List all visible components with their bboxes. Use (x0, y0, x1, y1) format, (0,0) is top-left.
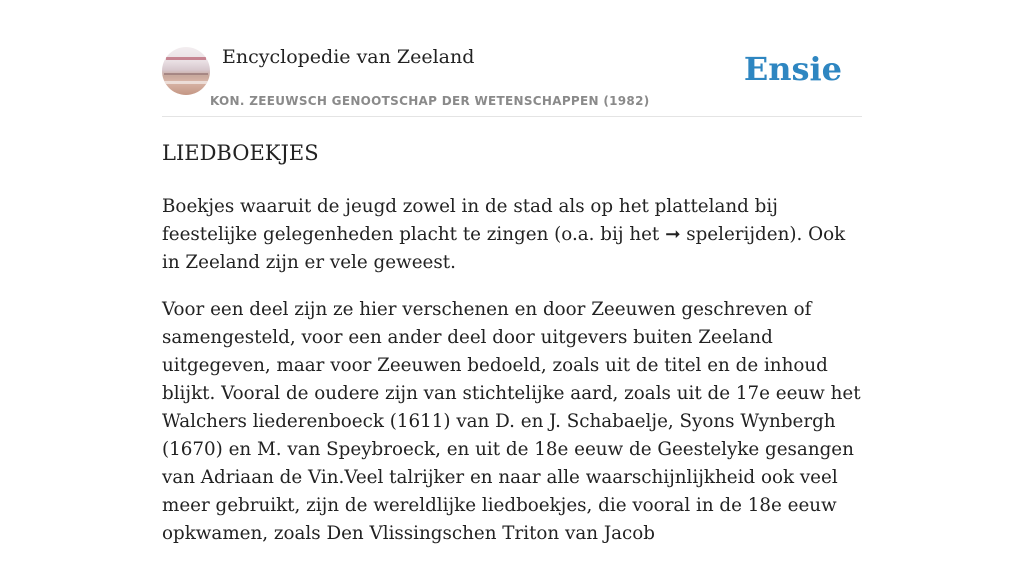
paragraph-text: Boekjes waaruit de jeugd zowel in de stad als op het platteland bij feestelijke gelegenheden placht te zingen (o.a. bij het (162, 196, 778, 245)
publisher-label: KON. ZEEUWSCH GENOOTSCHAP DER WETENSCHAPPEN (1982) (210, 94, 650, 108)
book-header (162, 40, 862, 117)
brand-logo[interactable]: Ensie (743, 50, 842, 88)
paragraph-text: ). Ook in Zeeland zijn er vele geweest. (162, 224, 846, 273)
book-cover-avatar[interactable] (162, 47, 210, 95)
spelerijden-link[interactable]: ➞ spelerijden (665, 224, 790, 245)
paragraph (162, 193, 866, 277)
book-title[interactable]: Encyclopedie van Zeeland (222, 46, 475, 68)
article-title: LIEDBOEKJES (162, 141, 319, 165)
article-body (162, 193, 866, 567)
paragraph: Voor een deel zijn ze hier verschenen en door Zeeuwen geschreven of samengesteld, voor een ander deel door uitgevers buiten Zeeland uitgegeven, maar voor Zeeuwen bedoeld, zoals uit de titel en de inhoud blijkt. Vooral de oudere zijn van stichtelijke aard, zoals uit de 17e eeuw het Walchers liederenboeck (1611) van D. en J. Schabaelje, Syons Wynbergh (1670) en M. van Speybroeck, en uit de 18e eeuw de Geestelyke gesangen van Adriaan de Vin.Veel talrijker en naar alle waarschijnlijkheid ook veel meer gebruikt, zijn de wereldlijke liedboekjes, die vooral in de 18e eeuw opkwamen, zoals Den Vlissingschen Triton van Jacob (162, 299, 861, 544)
